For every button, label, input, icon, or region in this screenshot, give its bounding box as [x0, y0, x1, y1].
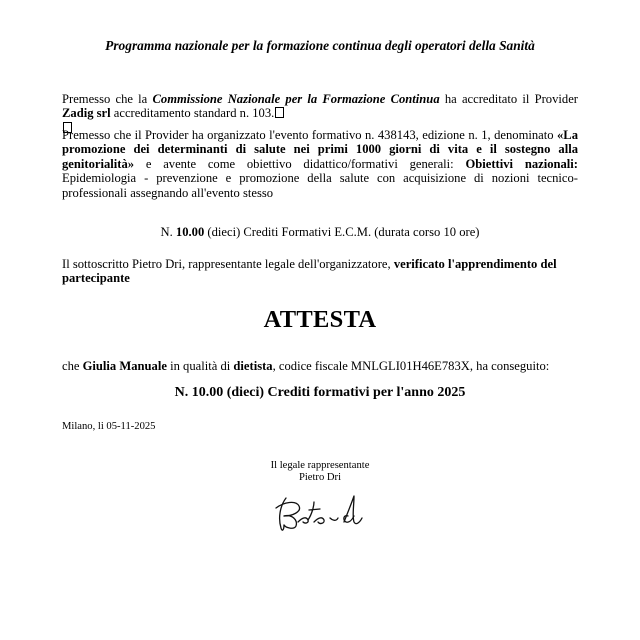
undersigned-statement: Il sottoscritto Pietro Dri, rappresentante legale dell'organizzatore, verificato l'apprendimento del partecipante: [62, 257, 557, 286]
premise-event: Premesso che il Provider ha organizzato l'evento formativo n. 438143, edizione n. 1, denominato «La promozione dei determinanti di salute nei primi 1000 giorni di vita e il sostegno alla genitorialità» e avente come obiettivo didattico/formativi generali: Obiettivi nazionali: Epidemiologia - prevenzione e promozione della salute con acquisizione di nozioni tecnico-professionali assegnando all'evento stesso: [62, 128, 578, 200]
signer-name: Pietro Dri: [298, 472, 342, 484]
handwritten-signature: [272, 492, 372, 534]
signature-caption: [220, 460, 420, 485]
objectives-label: Obiettivi nazionali:: [465, 156, 578, 171]
participant-statement: che Giulia Manuale in qualità di dietista, codice fiscale MNLGLI01H46E783X, ha conseguito:: [62, 359, 550, 373]
participant-name: Giulia Manuale: [82, 359, 167, 373]
attesta-heading: ATTESTA: [263, 306, 377, 333]
ecm-credits-number: 10.00: [175, 225, 205, 239]
premise-provider: Premesso che la Commissione Nazionale per la Formazione Continua ha accreditato il Provider Zadig srl accreditamento standard n. 103.: [62, 92, 578, 135]
program-title: Programma nazionale per la formazione continua degli operatori della Sanità: [105, 38, 535, 53]
credits-awarded: N. 10.00 (dieci) Crediti formativi per l'anno 2025: [174, 385, 466, 400]
commission-name: Commissione Nazionale per la Formazione Continua: [152, 92, 440, 106]
provider-name: Zadig srl: [62, 106, 111, 121]
signer-role: Il legale rappresentante: [270, 460, 370, 471]
ecm-credits-line: N. 10.00 (dieci) Crediti Formativi E.C.M. (durata corso 10 ore): [160, 225, 480, 239]
event-name: «La promozione dei determinanti di salute nei primi 1000 giorni di vita e il sostegno alla genitorialità»: [62, 128, 578, 171]
place-date: Milano, li 05-11-2025: [62, 421, 156, 432]
verified-statement: verificato l'apprendimento del partecipante: [62, 257, 557, 286]
participant-role: dietista: [233, 359, 273, 373]
missing-glyph-icon: [275, 107, 284, 118]
